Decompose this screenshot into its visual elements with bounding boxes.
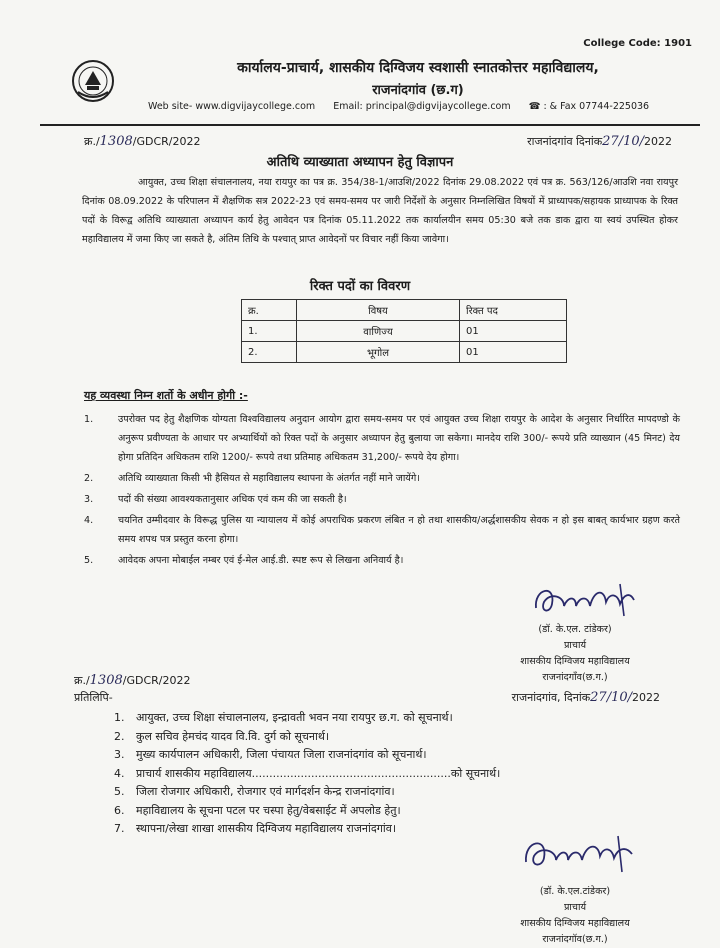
item-number: 4. <box>84 515 94 526</box>
col-header-serial: क्र. <box>242 300 297 321</box>
notice-title: अतिथि व्याख्याता अध्यापन हेतु विज्ञापन <box>266 155 454 170</box>
contact-row <box>148 101 708 112</box>
ref-prefix: क्र./ <box>74 674 90 687</box>
list-item <box>84 469 680 488</box>
list-item <box>84 551 680 570</box>
ref-number-handwritten: 1308 <box>89 673 123 688</box>
signatory-org: शासकीय दिग्विजय महाविद्यालय <box>520 918 630 929</box>
item-number: 4. <box>114 766 125 780</box>
vacancy-table-title: रिक्त पदों का विवरण <box>309 279 411 294</box>
office-title: कार्यालय-प्राचार्य, शासकीय दिग्विजय स्वशासी स्नातकोत्तर महाविद्यालय, <box>237 60 599 76</box>
table-row <box>242 342 567 363</box>
copy-recipients-list <box>114 709 634 839</box>
col-header-vacancy: रिक्त पद <box>460 300 567 321</box>
item-text: आयुक्त, उच्च शिक्षा संचालनालय, इन्द्रावती भवन नया रायपुर छ.ग. को सूचनार्थ। <box>136 711 453 724</box>
reference-date <box>527 134 672 149</box>
signatory-city: राजनांदगाँव(छ.ग.) <box>542 672 608 683</box>
list-item <box>84 410 680 467</box>
date-prefix: राजनांदगांव, दिनांक <box>511 691 591 704</box>
list-item <box>114 709 634 728</box>
date-year: 2022 <box>644 135 672 148</box>
item-text: चयनित उम्मीदवार के विरूद्ध पुलिस या न्यायालय में कोई अपराधिक प्रकरण लंबित न हो तथा शासकीय/अर्द्धशासकीय सेवक न हो इस बाबत् कार्यभार ग्रहण करते समय शपथ पत्र प्रस्तुत करना होगा। <box>118 515 680 545</box>
vacancy-table <box>241 299 567 363</box>
list-item <box>84 511 680 549</box>
cell-vacancy: 01 <box>460 321 567 342</box>
item-number: 2. <box>84 473 94 484</box>
email-text: Email: principal@digvijaycollege.com <box>333 101 511 112</box>
ref-number-handwritten: 1308 <box>99 134 133 149</box>
col-header-subject: विषय <box>297 300 460 321</box>
list-item <box>114 802 634 821</box>
office-city: राजनांदगांव (छ.ग) <box>372 83 464 98</box>
table-header-row <box>242 300 567 321</box>
cell-vacancy: 01 <box>460 342 567 363</box>
item-text: उपरोक्त पद हेतु शैक्षणिक योग्यता विश्वविद्यालय अनुदान आयोग द्वारा समय-समय पर एवं आयुक्त उच्च शिक्षा रायपुर के आदेश के अनुसार निर्धारित मापदण्डो के अनुरूप प्रवीण्यता के आधार पर अभ्यार्थियों को रिक्त पदों के अनुसार अध्यापन हेतु बुलाया जा सकेगा। मानदेय राशि 300/- रूपये प्रति व्याख्यान (45 मिनट) देय होगा प्रतिदिन अधिकतम राशि 1200/- रूपये तथा प्रतिमाह अधिकतम 31,200/- रूपये देय होगा। <box>118 414 680 463</box>
item-text: स्थापना/लेखा शाखा शासकीय दिग्विजय महाविद्यालय राजनांदगांव। <box>136 822 397 835</box>
signatory-role: प्राचार्य <box>563 640 587 651</box>
item-text: मुख्य कार्यपालन अधिकारी, जिला पंचायत जिला राजनांदगांव को सूचनार्थ। <box>136 748 427 761</box>
cell-serial: 1. <box>242 321 297 342</box>
reference-number-2 <box>74 673 190 688</box>
item-text: महाविद्यालय के सूचना पटल पर चस्पा हेतु/वेबसाईट में अपलोड हेतु। <box>136 803 401 817</box>
notice-body: आयुक्त, उच्च शिक्षा संचालनालय, नया रायपुर का पत्र क्र. 354/38-1/आउशि/2022 दिनांक 29.08.2022 एवं पत्र क्र. 563/126/आउशि नवा रायपुर दिनांक 08.09.2022 के परिपालन में शैक्षणिक सत्र 2022-23 एवं समय-समय पर जारी निर्देशों के अनुसार निम्नलिखित विषयों में प्राध्यापक/सहायक प्राध्यापक के रिक्त पदों के विरूद्व अतिथि व्याख्याता अध्यापन कार्य हेतु आवेदन पत्र दिनांक 05.11.2022 तक कार्यालयीन समय 05:30 बजे तक डाक द्वारा या स्वयं उपस्थित होकर महाविद्यालय में जमा किए जा सकते है, अंतिम तिथि के पश्चात् प्राप्त आवेदनों पर विचार नहीं किया जावेगा। <box>82 177 678 245</box>
fax-text: ☎ : & Fax 07744-225036 <box>528 101 650 112</box>
cell-subject: भूगोल <box>297 342 460 363</box>
signatory-role: प्राचार्य <box>563 902 587 913</box>
list-item <box>114 765 634 784</box>
signature-block-2 <box>490 884 660 948</box>
college-emblem-logo <box>70 58 116 104</box>
item-text: कुल सचिव हेमचंद यादव वि.वि. दुर्ग को सूचनार्थ। <box>136 729 330 743</box>
item-number: 2. <box>114 729 125 743</box>
ref-suffix: /GDCR/2022 <box>132 135 201 148</box>
item-number: 3. <box>84 494 94 505</box>
reference-number <box>84 134 200 149</box>
item-text: प्राचार्य शासकीय महाविद्यालय.........................................................को सूचनार्थ। <box>136 766 501 780</box>
list-item <box>114 783 634 802</box>
header-divider <box>40 124 700 126</box>
conditions-heading: यह व्यवस्था निम्न शर्तो के अधीन होगी :- <box>84 389 248 402</box>
college-code: College Code: 1901 <box>583 38 692 49</box>
table-row <box>242 321 567 342</box>
ref-suffix: /GDCR/2022 <box>122 674 191 687</box>
item-number: 1. <box>114 711 125 724</box>
date-handwritten: 27/10/ <box>590 690 632 705</box>
date-prefix: राजनांदगांव दिनांक <box>527 135 603 148</box>
conditions-list <box>84 410 680 572</box>
list-item <box>84 490 680 509</box>
item-text: आवेदक अपना मोबाईल नम्बर एवं ई-मेल आई.डी. स्पष्ट रूप से लिखना अनिवार्य है। <box>118 555 404 566</box>
list-item <box>114 746 634 765</box>
principal-signature <box>530 578 640 620</box>
item-number: 3. <box>114 748 125 761</box>
signatory-org: शासकीय दिग्विजय महाविद्यालय <box>520 656 630 667</box>
copy-label: प्रतिलिपि- <box>74 691 113 704</box>
principal-signature-2 <box>520 830 640 876</box>
item-number: 5. <box>84 555 94 566</box>
signatory-name: (डॉ. के.एल. टांडेकर) <box>538 624 612 635</box>
signatory-city: राजनांदगॉव(छ.ग.) <box>542 934 608 945</box>
list-item <box>114 728 634 747</box>
reference-date-2 <box>512 690 660 705</box>
signatory-name: (डॉ. के.एल.टांडेकर) <box>539 886 611 897</box>
item-number: 1. <box>84 414 94 425</box>
item-number: 6. <box>114 803 125 817</box>
cell-subject: वाणिज्य <box>297 321 460 342</box>
date-handwritten: 27/10/ <box>602 134 644 149</box>
item-number: 5. <box>114 785 125 798</box>
item-text: जिला रोजगार अधिकारी, रोजगार एवं मार्गदर्शन केन्द्र राजनांदगांव। <box>136 785 395 798</box>
website-text: Web site- www.digvijaycollege.com <box>148 101 316 112</box>
ref-prefix: क्र./ <box>84 135 100 148</box>
item-text: अतिथि व्याख्याता किसी भी हैसियत से महाविद्यालय स्थापना के अंतर्गत नहीं माने जायेंगे। <box>118 473 420 484</box>
item-number: 7. <box>114 822 125 835</box>
cell-serial: 2. <box>242 342 297 363</box>
item-text: पदों की संख्या आवश्यकतानुसार अधिक एवं कम की जा सकती है। <box>118 494 347 505</box>
date-year: 2022 <box>632 691 660 704</box>
signature-block-1 <box>490 622 660 686</box>
